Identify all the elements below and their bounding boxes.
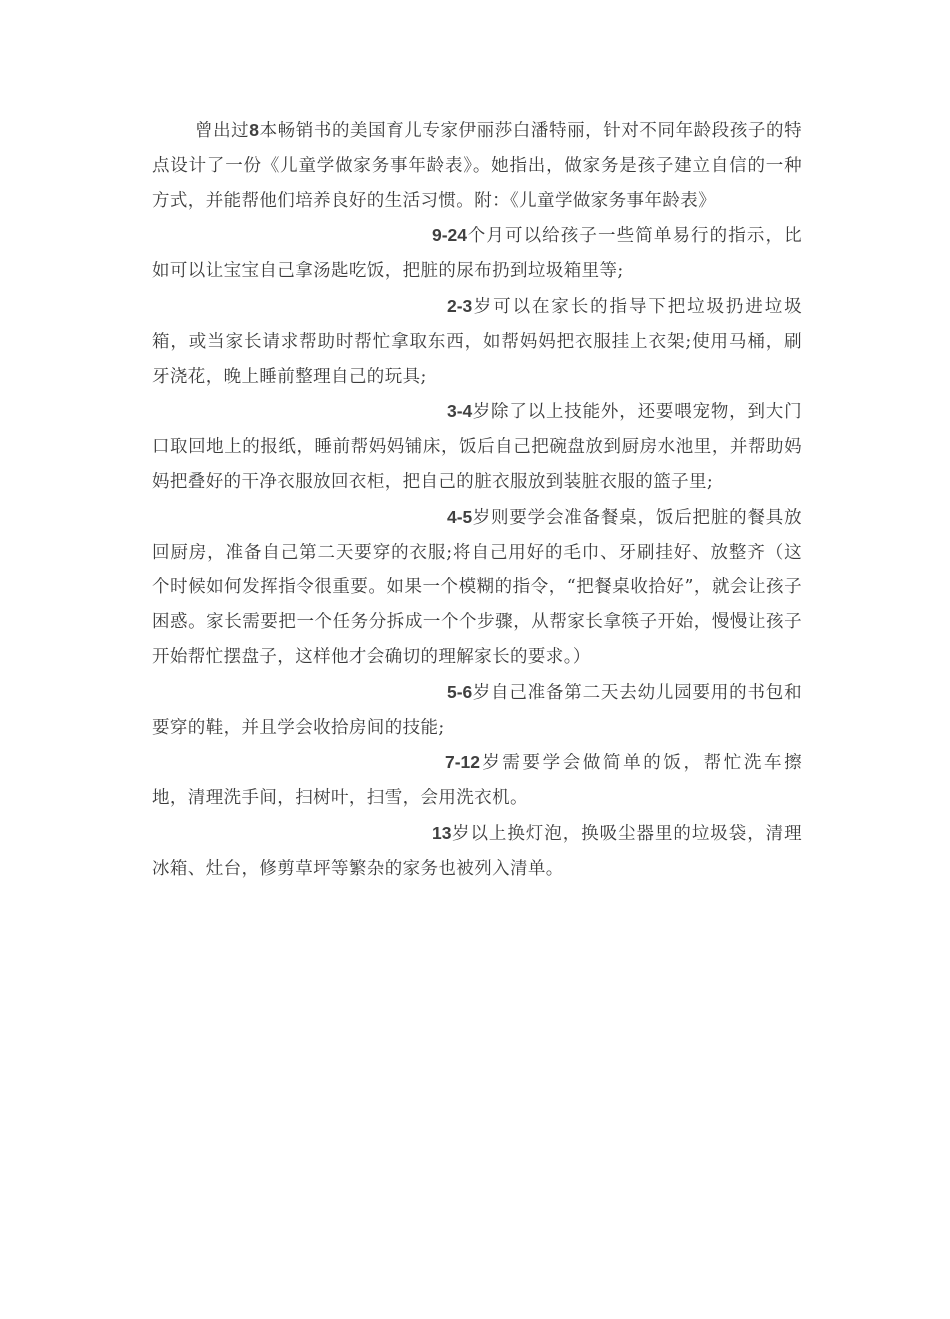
intro-book-count: 8 — [249, 120, 260, 140]
age-item-3-4-years — [152, 394, 802, 499]
age-item-text: 岁需要学会做简单的饭，帮忙洗车擦地，清理洗手间，扫树叶，扫雪，会用洗衣机。 — [152, 753, 802, 809]
age-range-label: 9-24 — [432, 225, 468, 246]
age-range-label: 3-4 — [447, 401, 473, 422]
age-range-label: 7-12 — [445, 752, 481, 773]
age-item-4-5-years — [152, 500, 802, 675]
age-range-label: 4-5 — [447, 506, 473, 527]
document-body — [152, 113, 802, 887]
age-item-7-12-years — [152, 745, 802, 816]
intro-paragraph — [152, 113, 802, 218]
age-item-text: 岁则要学会准备餐桌，饭后把脏的餐具放回厨房，准备自己第二天要穿的衣服;将自己用好的毛巾、牙刷挂好、放整齐（这个时候如何发挥指令很重要。如果一个模糊的指令，“把餐桌收拾好”，就会让孩子困惑。家长需要把一个任务分拆成一个个步骤，从帮家长拿筷子开始，慢慢让孩子开始帮忙摆盘子，这样他才会确切的理解家长的要求。） — [152, 507, 802, 667]
intro-text-before: 曾出过 — [195, 121, 250, 141]
age-item-text: 岁以上换灯泡，换吸尘器里的垃圾袋，清理冰箱、灶台，修剪草坪等繁杂的家务也被列入清单。 — [152, 823, 802, 879]
age-item-9-24-months — [152, 218, 802, 289]
age-range-label: 2-3 — [447, 295, 473, 316]
age-item-text: 岁自己准备第二天去幼儿园要用的书包和要穿的鞋，并且学会收拾房间的技能; — [152, 682, 802, 738]
age-item-5-6-years — [152, 675, 802, 746]
age-item-2-3-years — [152, 289, 802, 394]
age-item-13-plus-years — [152, 816, 802, 887]
age-range-label: 5-6 — [447, 681, 473, 702]
age-item-text: 岁除了以上技能外，还要喂宠物，到大门口取回地上的报纸，睡前帮妈妈铺床，饭后自己把碗盘放到厨房水池里，并帮助妈妈把叠好的干净衣服放回衣柜，把自己的脏衣服放到装脏衣服的篮子里; — [152, 402, 802, 492]
age-item-text: 个月可以给孩子一些简单易行的指示，比如可以让宝宝自己拿汤匙吃饭，把脏的尿布扔到垃圾箱里等; — [152, 226, 802, 282]
age-range-label: 13 — [432, 822, 452, 843]
intro-text-after: 本畅销书的美国育儿专家伊丽莎白潘特丽，针对不同年龄段孩子的特点设计了一份《儿童学做家务事年龄表》。她指出，做家务是孩子建立自信的一种方式，并能帮他们培养良好的生活习惯。附：《儿童学做家务事年龄表》 — [152, 121, 803, 211]
age-item-text: 岁可以在家长的指导下把垃圾扔进垃圾箱，或当家长请求帮助时帮忙拿取东西，如帮妈妈把衣服挂上衣架;使用马桶，刷牙浇花，晚上睡前整理自己的玩具; — [152, 296, 802, 387]
